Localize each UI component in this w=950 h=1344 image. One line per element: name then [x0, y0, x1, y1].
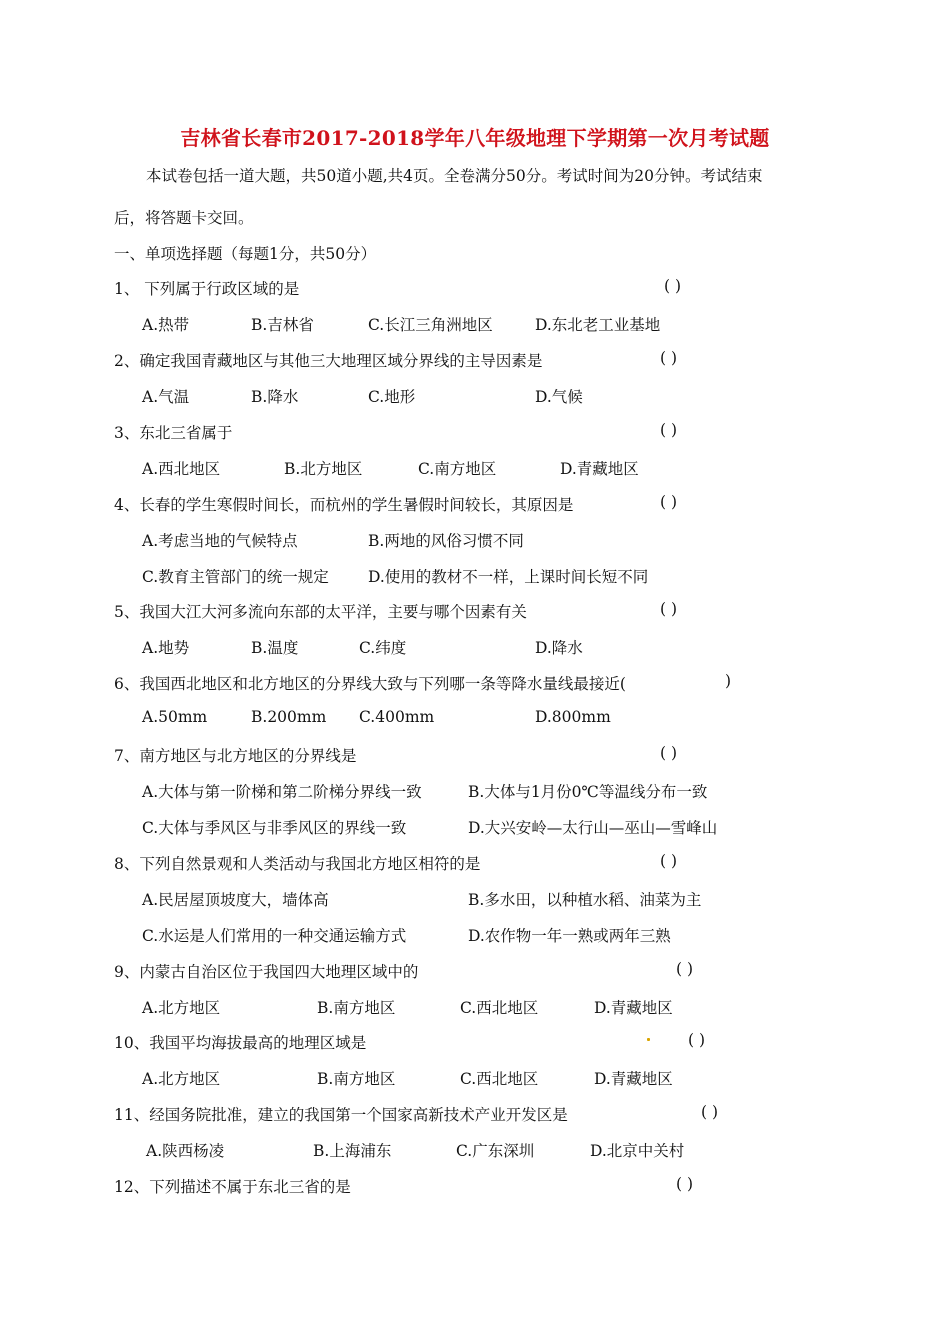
option-d: D.降水: [535, 639, 583, 657]
option-b: B.大体与1月份0℃等温线分布一致: [468, 783, 708, 801]
option-a: A.民居屋顶坡度大，墙体高: [142, 891, 329, 909]
option-d: D.农作物一年一熟或两年三熟: [468, 927, 671, 945]
intro-line-1: 本试卷包括一道大题，共50道小题,共4页。全卷满分50分。考试时间为20分钟。考试结束: [146, 167, 763, 185]
answer-blank: ( ): [676, 1175, 694, 1193]
option-a: A.50mm: [142, 708, 208, 726]
option-c: C.南方地区: [418, 460, 497, 478]
option-b: B.温度: [251, 639, 299, 657]
answer-blank: ( ): [688, 1031, 706, 1049]
page-title: 吉林省长春市2017-2018学年八年级地理下学期第一次月考试题: [180, 126, 770, 150]
option-d: D.青藏地区: [594, 1070, 673, 1088]
option-c: C.西北地区: [460, 1070, 539, 1088]
option-d: D.使用的教材不一样，上课时间长短不同: [368, 568, 649, 586]
question-stem: 11、经国务院批准，建立的我国第一个国家高新技术产业开发区是: [114, 1106, 568, 1124]
option-d: D.800mm: [535, 708, 611, 726]
stray-mark: [647, 1038, 650, 1041]
option-c: C.大体与季风区与非季风区的界线一致: [142, 819, 407, 837]
option-b: B.两地的风俗习惯不同: [368, 532, 524, 550]
option-b: B.多水田，以种植水稻、油菜为主: [468, 891, 702, 909]
option-c: C.教育主管部门的统一规定: [142, 568, 329, 586]
answer-blank: ( ): [660, 421, 678, 439]
option-d: D.青藏地区: [560, 460, 639, 478]
option-d: D.青藏地区: [594, 999, 673, 1017]
option-c: C.西北地区: [460, 999, 539, 1017]
option-a: A.气温: [142, 388, 190, 406]
answer-blank: ( ): [660, 493, 678, 511]
option-d: D.大兴安岭—太行山—巫山—雪峰山: [468, 819, 718, 837]
option-b: B.降水: [251, 388, 299, 406]
question-stem: 8、下列自然景观和人类活动与我国北方地区相符的是: [114, 855, 481, 873]
answer-blank: ( ): [664, 277, 682, 295]
answer-blank: ( ): [660, 744, 678, 762]
option-b: B.200mm: [251, 708, 327, 726]
option-c: C.水运是人们常用的一种交通运输方式: [142, 927, 407, 945]
answer-blank: ( ): [660, 349, 678, 367]
question-stem: 7、南方地区与北方地区的分界线是: [114, 747, 357, 765]
question-stem: 12、下列描述不属于东北三省的是: [114, 1178, 351, 1196]
option-d: D.北京中关村: [590, 1142, 685, 1160]
answer-blank: ( ): [660, 600, 678, 618]
option-a: A.考虑当地的气候特点: [142, 532, 298, 550]
answer-blank: ( ): [676, 960, 694, 978]
intro-line-2: 后，将答题卡交回。: [114, 209, 254, 227]
option-a: A.北方地区: [142, 999, 221, 1017]
answer-blank-close: ): [725, 672, 732, 690]
section-heading: 一、单项选择题（每题1分，共50分）: [114, 245, 377, 263]
question-stem: 3、东北三省属于: [114, 424, 233, 442]
option-d: D.气候: [535, 388, 583, 406]
option-b: B.南方地区: [317, 1070, 396, 1088]
option-a: A.北方地区: [142, 1070, 221, 1088]
option-a: A.陕西杨凌: [146, 1142, 225, 1160]
option-c: C.长江三角洲地区: [368, 316, 493, 334]
option-b: B.吉林省: [251, 316, 314, 334]
option-a: A.西北地区: [142, 460, 221, 478]
question-stem: 9、内蒙古自治区位于我国四大地理区域中的: [114, 963, 419, 981]
answer-blank: ( ): [660, 852, 678, 870]
option-b: B.上海浦东: [313, 1142, 392, 1160]
question-stem: 5、我国大江大河多流向东部的太平洋，主要与哪个因素有关: [114, 603, 527, 621]
option-c: C.纬度: [359, 639, 407, 657]
option-c: C.地形: [368, 388, 416, 406]
question-stem: 10、我国平均海拔最高的地理区域是: [114, 1034, 367, 1052]
option-b: B.北方地区: [284, 460, 363, 478]
option-c: C.400mm: [359, 708, 435, 726]
option-a: A.大体与第一阶梯和第二阶梯分界线一致: [142, 783, 422, 801]
option-a: A.地势: [142, 639, 190, 657]
question-stem: 1、 下列属于行政区域的是: [114, 280, 300, 298]
option-b: B.南方地区: [317, 999, 396, 1017]
question-stem: 4、长春的学生寒假时间长，而杭州的学生暑假时间较长，其原因是: [114, 496, 574, 514]
option-a: A.热带: [142, 316, 190, 334]
answer-blank: ( ): [701, 1103, 719, 1121]
option-d: D.东北老工业基地: [535, 316, 661, 334]
question-stem: 6、我国西北地区和北方地区的分界线大致与下列哪一条等降水量线最接近(: [114, 675, 626, 693]
question-stem: 2、确定我国青藏地区与其他三大地理区域分界线的主导因素是: [114, 352, 543, 370]
option-c: C.广东深圳: [456, 1142, 535, 1160]
